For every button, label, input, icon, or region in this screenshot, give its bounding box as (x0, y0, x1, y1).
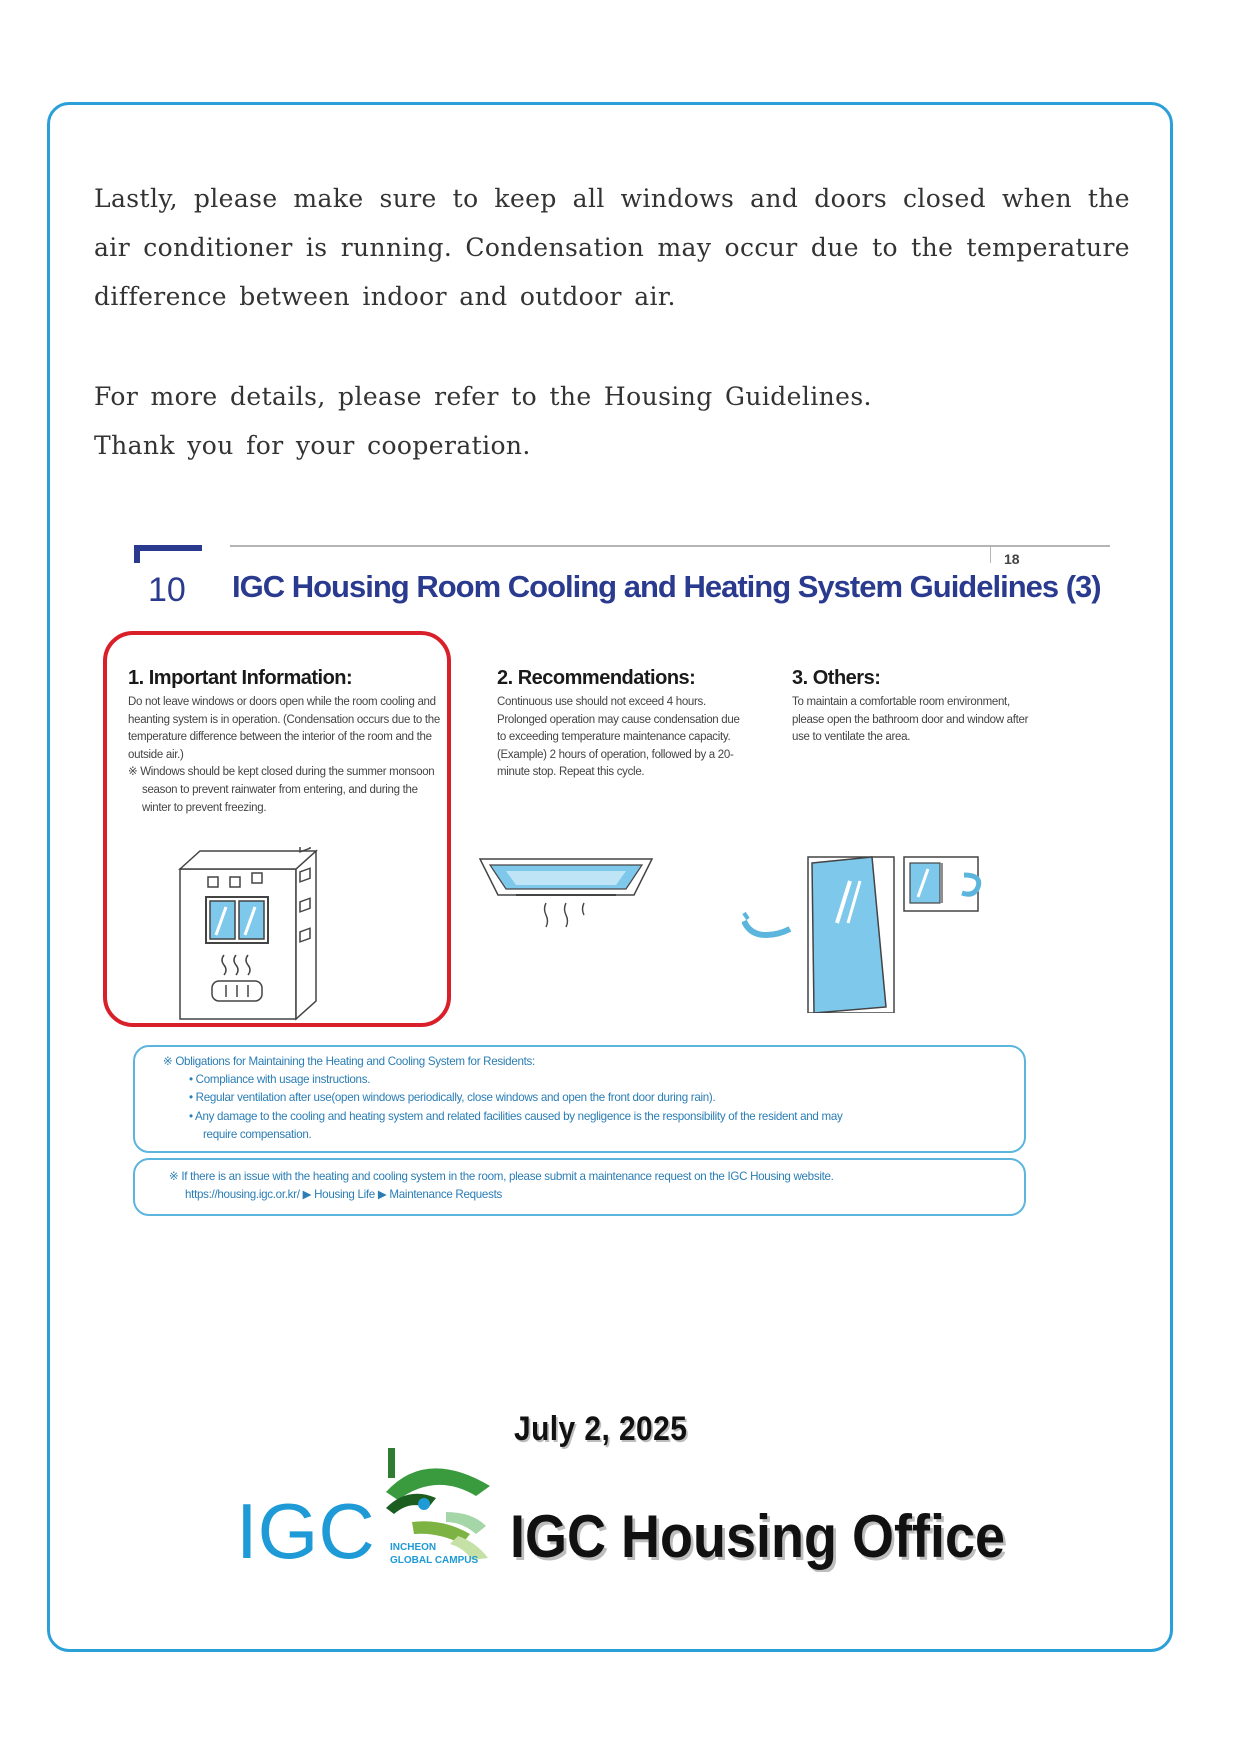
door-window-illustration (742, 853, 982, 1013)
recommendations-text: Continuous use should not exceed 4 hours. Prolonged operation may cause condensation due to exceeding temperature maintenance capacity. (497, 696, 740, 744)
notice-closing (94, 372, 1130, 470)
logo-subtitle-line2: GLOBAL CAMPUS (390, 1555, 479, 1566)
others-column (792, 667, 1032, 747)
section-marker (134, 545, 202, 563)
important-text: Do not leave windows or doors open while the room cooling and heanting system is in operation. (Condensation occurs due to the temperature difference between the interior of the room and the outside air.) (128, 696, 440, 761)
ceiling-ac-illustration (476, 855, 656, 930)
maintenance-request-box (133, 1158, 1026, 1216)
notice-date: July 2, 2025 (514, 1410, 688, 1448)
header-rule-tick (990, 545, 991, 563)
header-rule (230, 545, 1110, 547)
page-number: 18 (1004, 551, 1020, 567)
recommendations-column (497, 667, 747, 782)
obligation-item: • Any damage to the cooling and heating system and related facilities caused by negligence is the responsibility of the resident and may (189, 1109, 843, 1123)
obligations-box (133, 1045, 1026, 1153)
section-number: 10 (148, 571, 186, 609)
obligation-item: • Compliance with usage instructions. (189, 1073, 371, 1087)
notice-paragraph: Lastly, please make sure to keep all windows and doors closed when the air conditioner is running. Condensation may occur due to the temperature difference between indoor and outdoor air. (94, 184, 1130, 311)
others-text: To maintain a comfortable room environment, please open the bathroom door and window after use to ventilate the area. (792, 696, 1029, 744)
recommendations-heading: 2. Recommendations: (497, 667, 696, 689)
logo-subtitle-line1: INCHEON (390, 1542, 437, 1553)
obligation-item: • Regular ventilation after use(open windows periodically, close windows and open the front door during rain). (189, 1091, 716, 1105)
recommendations-example: (Example) 2 hours of operation, followed by a 20-minute stop. Repeat this cycle. (497, 748, 734, 779)
guideline-title: IGC Housing Room Cooling and Heating System Guidelines (3) (232, 569, 1101, 604)
thanks-line: Thank you for your cooperation. (94, 431, 531, 460)
logo-wordmark: IGC (236, 1487, 375, 1570)
office-name: IGC Housing Office (510, 1503, 1006, 1570)
igc-logo (236, 1440, 506, 1570)
maintenance-link[interactable]: https://housing.igc.or.kr/ ▶ Housing Life ▶ Maintenance Requests (185, 1188, 502, 1202)
obligation-item-continued: require compensation. (203, 1127, 312, 1141)
details-line: For more details, please refer to the Housing Guidelines. (94, 382, 872, 411)
obligations-title: ※ Obligations for Maintaining the Heating and Cooling System for Residents: (163, 1055, 535, 1068)
important-heading: 1. Important Information: (128, 667, 353, 689)
important-info-column (128, 667, 444, 817)
maintenance-text: ※ If there is an issue with the heating and cooling system in the room, please submit a maintenance request on the IGC Housing website. (169, 1170, 834, 1183)
guideline-page-image (128, 535, 1118, 1215)
others-heading: 3. Others: (792, 667, 881, 689)
important-note: ※ Windows should be kept closed during the summer monsoon season to prevent rainwater from entering, and during the winter to prevent freezing. (128, 766, 435, 814)
building-illustration (176, 847, 376, 1022)
